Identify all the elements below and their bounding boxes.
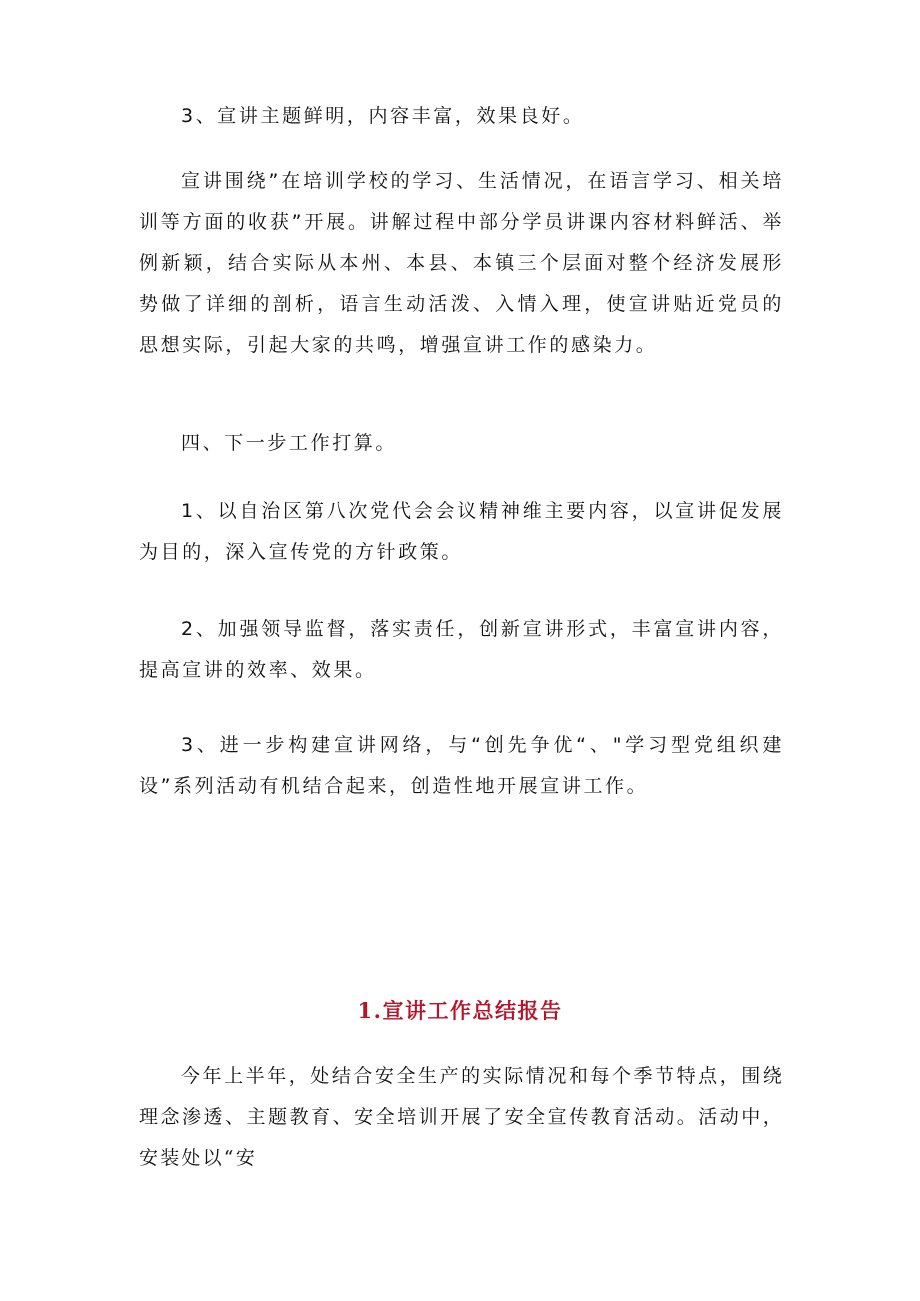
section-heading: 1.宣讲工作总结报告 bbox=[357, 998, 563, 1023]
paragraph-2: 宣讲围绕”在培训学校的学习、生活情况，在语言学习、相关培训等方面的收获”开展。讲解过程中部分学员讲课内容材料鲜活、举例新颖，结合实际从本州、本县、本镇三个层面对整个经济发展形势做了详细的剖析，语言生动活泼、入情入理，使宣讲贴近党员的思想实际，引起大家的共鸣，增强宣讲工作的感染力。 bbox=[139, 170, 784, 356]
paragraph-3: 1、以自治区第八次党代会会议精神维主要内容，以宣讲促发展为目的，深入宣传党的方针政策。 bbox=[139, 500, 784, 563]
paragraph-5: 3、进一步构建宣讲网络，与“创先争优“、"学习型党组织建设”系列活动有机结合起来，创造性地开展宣讲工作。 bbox=[139, 734, 784, 797]
section-paragraph: 今年上半年，处结合安全生产的实际情况和每个季节特点，围绕理念渗透、主题教育、安全培训开展了安全宣传教育活动。活动中，安装处以“安 bbox=[139, 1065, 784, 1169]
paragraph-1: 3、宣讲主题鲜明，内容丰富，效果良好。 bbox=[181, 105, 585, 127]
section-title-next-steps: 四、下一步工作打算。 bbox=[181, 432, 398, 454]
paragraph-4: 2、加强领导监督，落实责任，创新宣讲形式，丰富宣讲内容，提高宣讲的效率、效果。 bbox=[139, 618, 784, 681]
